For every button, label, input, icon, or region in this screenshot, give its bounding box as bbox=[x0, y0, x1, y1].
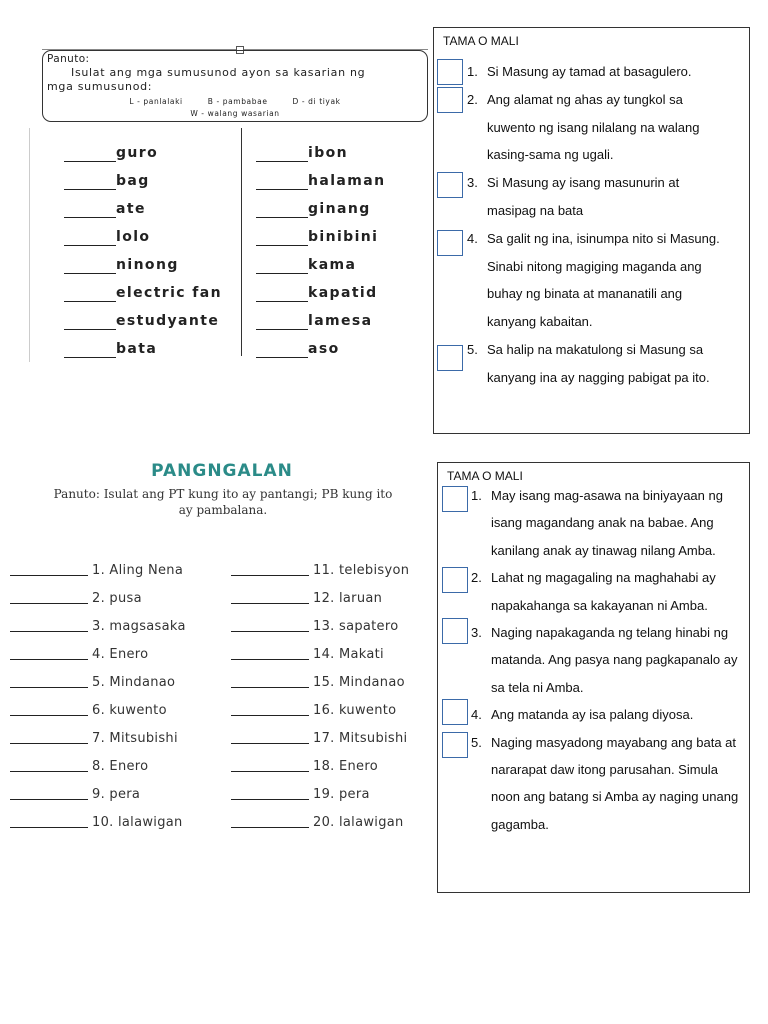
statement-text: masipag na bata bbox=[487, 202, 584, 218]
pangngalan-item-row bbox=[231, 703, 396, 721]
statement-text: isang magandang anak na babae. Ang bbox=[491, 515, 714, 531]
gender-item-row bbox=[64, 145, 158, 165]
answer-blank[interactable] bbox=[64, 145, 116, 162]
statement-item bbox=[471, 564, 743, 619]
answer-blank[interactable] bbox=[10, 815, 88, 828]
gender-item-row bbox=[256, 145, 348, 165]
pangngalan-item-row bbox=[10, 647, 148, 665]
gender-item-row bbox=[256, 313, 373, 333]
pangngalan-item-row bbox=[10, 815, 183, 833]
answer-blank[interactable] bbox=[10, 787, 88, 800]
pangngalan-item-row bbox=[231, 787, 370, 805]
statement-item bbox=[471, 482, 743, 564]
statement-text: kanilang anak ay tinawag nilang Amba. bbox=[491, 542, 716, 558]
gender-item-row bbox=[256, 341, 340, 361]
pangngalan-instruction bbox=[28, 486, 418, 518]
answer-blank[interactable] bbox=[64, 173, 116, 190]
code-b: B - pambabae bbox=[207, 97, 268, 106]
statement-item bbox=[471, 701, 743, 728]
gender-item-row bbox=[64, 313, 219, 333]
gender-item-row bbox=[64, 285, 222, 305]
gender-word: ginang bbox=[308, 201, 371, 217]
pangngalan-word: 5. Mindanao bbox=[92, 675, 176, 690]
gender-word: ninong bbox=[116, 257, 179, 273]
answer-blank[interactable] bbox=[10, 619, 88, 632]
code-l: L - panlalaki bbox=[129, 97, 183, 106]
statement-item bbox=[467, 225, 747, 336]
gender-word: ibon bbox=[308, 145, 349, 161]
pangngalan-item-row bbox=[10, 619, 186, 637]
answer-box[interactable] bbox=[442, 699, 468, 725]
statement-text: Si Masung ay isang masunurin at bbox=[487, 175, 680, 191]
answer-blank[interactable] bbox=[64, 341, 116, 358]
pangngalan-word: 15. Mindanao bbox=[313, 675, 405, 690]
gender-item-row bbox=[64, 229, 150, 249]
statement-number: 5. bbox=[471, 734, 482, 750]
gender-word: ate bbox=[116, 201, 146, 217]
statement-text: Ang alamat ng ahas ay tungkol sa bbox=[487, 91, 683, 107]
column-divider bbox=[241, 128, 242, 356]
statement-number: 2. bbox=[467, 91, 478, 107]
pangngalan-item-row bbox=[231, 619, 398, 637]
answer-blank[interactable] bbox=[10, 647, 88, 660]
gender-word: lamesa bbox=[308, 313, 373, 329]
statement-number: 1. bbox=[467, 64, 478, 79]
gender-item-row bbox=[256, 285, 378, 305]
answer-blank[interactable] bbox=[10, 591, 88, 604]
pangngalan-item-row bbox=[231, 675, 405, 693]
answer-blank[interactable] bbox=[231, 619, 309, 632]
answer-box[interactable] bbox=[437, 172, 463, 198]
pangngalan-item-row bbox=[231, 563, 409, 581]
pangngalan-word: 7. Mitsubishi bbox=[92, 731, 178, 746]
gender-word: bag bbox=[116, 173, 150, 189]
pangngalan-item-row bbox=[10, 731, 178, 749]
answer-box[interactable] bbox=[442, 486, 468, 512]
answer-box[interactable] bbox=[442, 732, 468, 758]
panuto-label: Panuto: bbox=[47, 53, 90, 65]
answer-box[interactable] bbox=[442, 567, 468, 593]
pangngalan-instruction-line1: Panuto: Isulat ang PT kung ito ay pantangi; PB kung ito bbox=[53, 487, 393, 501]
pangngalan-item-row bbox=[231, 647, 384, 665]
statement-text: kuwento ng isang nilalang na walang bbox=[487, 119, 700, 135]
answer-blank[interactable] bbox=[256, 341, 308, 358]
pangngalan-word: 6. kuwento bbox=[92, 703, 167, 718]
statement-text: Naging napakaganda ng telang hinabi ng bbox=[491, 625, 729, 640]
answer-blank[interactable] bbox=[231, 787, 309, 800]
answer-blank[interactable] bbox=[10, 675, 88, 688]
answer-blank[interactable] bbox=[64, 285, 116, 302]
pangngalan-word: 1. Aling Nena bbox=[92, 563, 184, 578]
answer-blank[interactable] bbox=[64, 229, 116, 246]
answer-box[interactable] bbox=[442, 618, 468, 644]
pangngalan-item-row bbox=[231, 759, 378, 777]
gender-word: aso bbox=[308, 341, 340, 357]
statement-text: Sa galit ng ina, isinumpa nito si Masung. bbox=[487, 230, 720, 246]
answer-blank[interactable] bbox=[10, 563, 88, 576]
pangngalan-item-row bbox=[10, 759, 148, 777]
gender-word: bata bbox=[116, 341, 158, 357]
statement-number: 2. bbox=[471, 570, 482, 586]
pangngalan-word: 20. lalawigan bbox=[313, 815, 404, 830]
statement-text: Sinabi nitong magiging maganda ang bbox=[487, 258, 702, 274]
statement-item bbox=[471, 729, 743, 839]
pangngalan-word: 8. Enero bbox=[92, 759, 149, 774]
statement-text: buhay ng binata at mananatili ang bbox=[487, 286, 683, 302]
statement-text: gagamba. bbox=[491, 816, 549, 832]
code-d: D - di tiyak bbox=[292, 97, 341, 106]
tama-mali-1-title: TAMA O MALI bbox=[443, 34, 519, 48]
pangngalan-word: 13. sapatero bbox=[313, 619, 399, 634]
gender-item-row bbox=[256, 229, 378, 249]
answer-blank[interactable] bbox=[231, 759, 309, 772]
gender-word: guro bbox=[116, 145, 159, 161]
statement-item bbox=[467, 169, 747, 225]
code-w: W - walang wasarian bbox=[190, 109, 280, 118]
answer-blank[interactable] bbox=[231, 815, 309, 828]
answer-box[interactable] bbox=[437, 230, 463, 256]
statement-text: matanda. Ang pasya nang pagkapanalo ay bbox=[491, 652, 738, 668]
pangngalan-instruction-line2: ay pambalana. bbox=[178, 503, 268, 517]
gender-word: kapatid bbox=[308, 285, 378, 301]
statement-text: Sa halip na makatulong si Masung sa bbox=[487, 342, 704, 357]
pangngalan-item-row bbox=[10, 703, 167, 721]
pangngalan-word: 2. pusa bbox=[92, 591, 142, 606]
pangngalan-word: 4. Enero bbox=[92, 647, 149, 662]
pangngalan-item-row bbox=[10, 563, 183, 581]
pangngalan-word: 9. pera bbox=[92, 787, 141, 802]
gender-item-row bbox=[64, 201, 146, 221]
answer-box[interactable] bbox=[437, 345, 463, 371]
statement-text: kanyang ina ay nagging pabigat pa ito. bbox=[487, 369, 710, 385]
statement-number: 3. bbox=[471, 625, 482, 640]
answer-blank[interactable] bbox=[10, 703, 88, 716]
pangngalan-word: 3. magsasaka bbox=[92, 619, 186, 634]
answer-box[interactable] bbox=[437, 87, 463, 113]
answer-blank[interactable] bbox=[256, 173, 308, 190]
gender-item-row bbox=[256, 257, 356, 277]
answer-blank[interactable] bbox=[231, 731, 309, 744]
gender-item-row bbox=[64, 257, 179, 277]
statement-text: sa tela ni Amba. bbox=[491, 679, 584, 695]
statement-text: kasing-sama ng ugali. bbox=[487, 147, 614, 163]
panuto-box bbox=[42, 50, 428, 122]
answer-blank[interactable] bbox=[231, 675, 309, 688]
statement-number: 3. bbox=[467, 175, 478, 191]
answer-blank[interactable] bbox=[231, 591, 309, 604]
statement-text: May isang mag-asawa na biniyayaan ng bbox=[491, 488, 723, 503]
answer-blank[interactable] bbox=[256, 313, 308, 330]
gender-word: electric fan bbox=[116, 285, 222, 301]
panuto-instruction-line1: Isulat ang mga sumusunod ayon sa kasarian ng bbox=[71, 66, 366, 79]
gender-word: binibini bbox=[308, 229, 379, 245]
pangngalan-word: 14. Makati bbox=[313, 647, 384, 662]
statement-number: 1. bbox=[471, 488, 482, 503]
statement-text: nararapat daw itong parusahan. Simula bbox=[491, 761, 718, 777]
pangngalan-word: 12. laruan bbox=[313, 591, 383, 606]
pangngalan-word: 16. kuwento bbox=[313, 703, 397, 718]
gender-item-row bbox=[256, 201, 371, 221]
answer-blank[interactable] bbox=[10, 759, 88, 772]
statement-item bbox=[467, 58, 747, 86]
gender-word: halaman bbox=[308, 173, 386, 189]
answer-blank[interactable] bbox=[256, 285, 308, 302]
statement-text: Si Masung ay tamad at basagulero. bbox=[487, 64, 692, 79]
statement-item bbox=[467, 86, 747, 169]
answer-blank[interactable] bbox=[231, 563, 309, 576]
pangngalan-item-row bbox=[231, 731, 407, 749]
statement-text: Ang matanda ay isa palang diyosa. bbox=[491, 707, 694, 723]
gender-word: estudyante bbox=[116, 313, 220, 329]
answer-blank[interactable] bbox=[256, 145, 308, 162]
gender-word: lolo bbox=[116, 229, 151, 245]
answer-blank[interactable] bbox=[256, 229, 308, 246]
statement-item bbox=[471, 619, 743, 701]
gender-word: kama bbox=[308, 257, 357, 273]
gender-item-row bbox=[64, 341, 157, 361]
answer-blank[interactable] bbox=[64, 257, 116, 274]
pangngalan-title: PANGNGALAN bbox=[151, 461, 293, 481]
tama-mali-2-title: TAMA O MALI bbox=[447, 469, 523, 483]
pangngalan-word: 18. Enero bbox=[313, 759, 378, 774]
statement-text: Naging masyadong mayabang ang bata at bbox=[491, 734, 737, 750]
pangngalan-word: 11. telebisyon bbox=[313, 563, 410, 578]
answer-blank[interactable] bbox=[231, 647, 309, 660]
statement-number: 4. bbox=[467, 230, 478, 246]
statement-number: 5. bbox=[467, 342, 478, 357]
pangngalan-word: 17. Mitsubishi bbox=[313, 731, 408, 746]
answer-blank[interactable] bbox=[64, 201, 116, 218]
pangngalan-word: 10. lalawigan bbox=[92, 815, 183, 830]
left-guide-line bbox=[29, 128, 30, 362]
answer-blank[interactable] bbox=[256, 257, 308, 274]
statement-text: napakahanga sa kakayanan ni Amba. bbox=[491, 597, 708, 613]
answer-blank[interactable] bbox=[256, 201, 308, 218]
pangngalan-item-row bbox=[231, 591, 382, 609]
panuto-instruction-line2: mga sumusunod: bbox=[47, 80, 153, 93]
pangngalan-item-row bbox=[10, 591, 142, 609]
pangngalan-word: 19. pera bbox=[313, 787, 370, 802]
statement-number: 4. bbox=[471, 707, 482, 723]
answer-blank[interactable] bbox=[64, 313, 116, 330]
pangngalan-item-row bbox=[231, 815, 404, 833]
gender-item-row bbox=[64, 173, 150, 193]
gender-codes bbox=[43, 96, 427, 108]
answer-blank[interactable] bbox=[10, 731, 88, 744]
statement-text: kanyang kabaitan. bbox=[487, 314, 593, 330]
answer-box[interactable] bbox=[437, 59, 463, 85]
pangngalan-item-row bbox=[10, 787, 140, 805]
pangngalan-item-row bbox=[10, 675, 175, 693]
answer-blank[interactable] bbox=[231, 703, 309, 716]
statement-item bbox=[467, 336, 747, 392]
statement-text: Lahat ng magagaling na maghahabi ay bbox=[491, 570, 716, 586]
gender-item-row bbox=[256, 173, 385, 193]
statement-text: noon ang batang si Amba ay naging unang bbox=[491, 789, 739, 805]
